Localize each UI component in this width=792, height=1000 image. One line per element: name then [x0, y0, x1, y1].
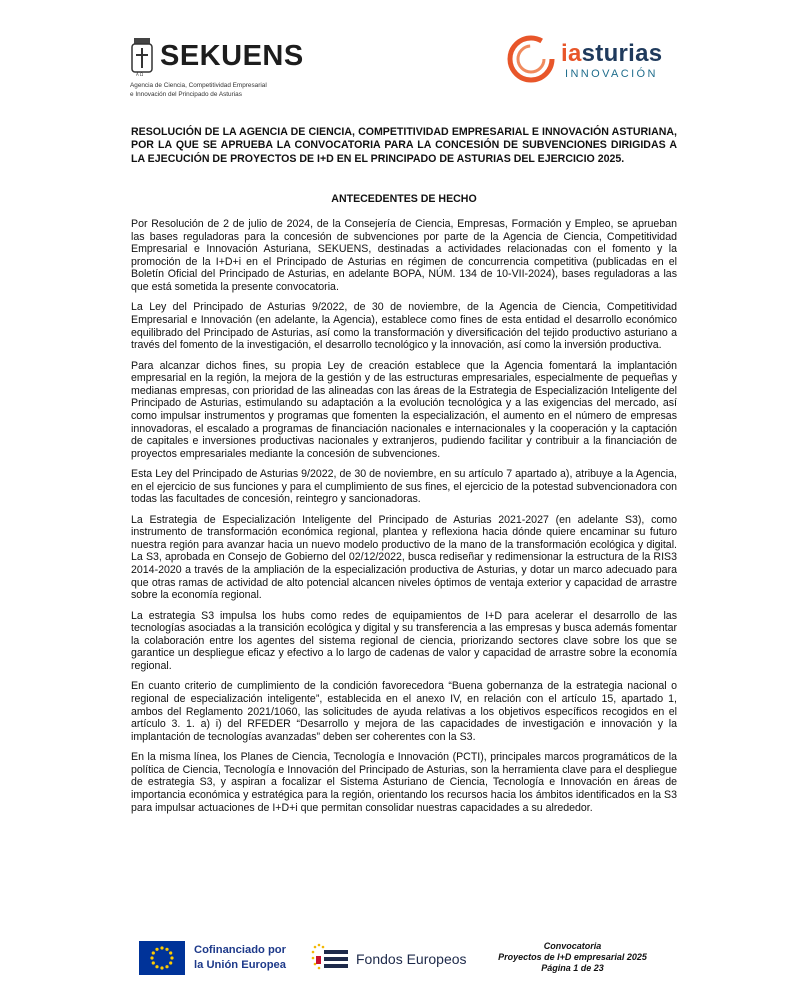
svg-text:A Ω: A Ω [136, 72, 144, 77]
paragraph: La Estrategia de Especialización Inteligente del Principado de Asturias 2021-2027 (en adelante S3), como instrumento de transformación económica regional, plantea y reflexiona hacia dónde quiere encaminar su futuro nuestra región para avanzar hacia un nuevo modelo productivo de la mano de la transformación ecológica y digital. La S3, aprobada en Consejo de Gobierno del 02/12/2022, busca rediseñar y redimensionar la estructura de la RIS3 2014-2020 a través de la ampliación de la especialización productiva de Asturias, y dotar un marco adecuado para que otras ramas de actividad de alto potencial alcancen niveles óptimos de ventaja exterior y capacidad de arrastre sobre la economía regional. [131, 513, 677, 602]
eu-cofinancing-logo [139, 941, 309, 977]
section-heading: ANTECEDENTES DE HECHO [331, 193, 477, 205]
paragraph: En cuanto criterio de cumplimiento de la condición favorecedora “Buena gobernanza de la estrategia nacional o regional de especialización inteligente”, establecida en el anexo IV, en relación con el artículo 15, apartado 1, ambos del Reglamento 2021/1060, las solicitudes de ayuda relativas a los objetivos específicos recogidos en el artículo 3. 1. a) i) del RFEDER “Desarrollo y mejora de las capacidades de investigación e innovación y la implantación de tecnologías avanzadas” deben ser coherentes con la S3. [131, 680, 677, 743]
eu-cofinancing-text: Cofinanciado por la Unión Europea [194, 944, 286, 971]
iasturias-ring-icon [506, 34, 556, 84]
sekuens-name: SEKUENS [160, 40, 304, 72]
sekuens-logo [130, 38, 330, 108]
iasturias-name: iasturias [561, 40, 663, 67]
asturias-crest-icon [130, 38, 154, 78]
sekuens-subtitle: Agencia de Ciencia, Competitividad Empresarial e Innovación del Principado de Asturias [130, 82, 267, 98]
paragraph: Esta Ley del Principado de Asturias 9/2022, de 30 de noviembre, en su artículo 7 apartado a), atribuye a la Agencia, en el ejercicio de sus funciones y para el cumplimiento de sus fines, el ejercicio de la potestad subvencionadora con todas las facultades de concesión, reintegro y sancionadoras. [131, 468, 677, 506]
eu-flag-icon [139, 941, 185, 975]
fondos-europeos-logo [310, 942, 470, 976]
document-body [131, 218, 677, 822]
paragraph: En la misma línea, los Planes de Ciencia, Tecnología e Innovación (PCTI), principales marcos programáticos de la política de Ciencia, Tecnología e Innovación del Principado de Asturias, son la herramienta clave para el despliegue de estrategia S3, y aspiran a focalizar el Sistema Asturiano de Ciencia, Tecnología e Innovación en áreas de importancia económica y estratégica para la región, orientando los recursos hacia los ámbitos identificados en la S3 para impulsar actuaciones de I+D+i que permitan consolidar nuestras capacidades a su alrededor. [131, 751, 677, 814]
paragraph: Para alcanzar dichos fines, su propia Ley de creación establece que la Agencia fomentará la implantación empresarial en la región, la mejora de la gestión y de las estructuras empresariales, especialmente de pequeñas y medianas empresas, con prioridad de las alineadas con las áreas de la Estrategia de Especialización Inteligente del Principado de Asturias, estimulando su adaptación a la evolución tecnológica y a las exigencias del mercado, así como impulsar instrumentos y programas que fomenten la especialización, el aumento en el número de empresas innovadoras, el escalado a programas de financiación nacionales e internacionales y la cooperación y la captación de capitales e inversiones productivas nacionales y extranjeros, pudiendo facilitar y contribuir a la financiación de proyectos empresariales mediante la concesión de subvenciones. [131, 359, 677, 460]
paragraph: Por Resolución de 2 de julio de 2024, de la Consejería de Ciencia, Empresas, Formación y Empleo, se aprueban las bases reguladoras para la concesión de subvenciones por parte de la Agencia de Ciencia, Competitividad Empresarial e Innovación Asturiana, SEKUENS, destinadas a actividades relacionadas con el fomento y la promoción de la I+D+i en el Principado de Asturias en régimen de concurrencia competitiva (publicadas en el Boletín Oficial del Principado de Asturias, en adelante BOPA, NÚM. 134 de 10-VII-2024), bases reguladoras a las que está sometida la presente convocatoria. [131, 218, 677, 293]
paragraph: La estrategia S3 impulsa los hubs como redes de equipamientos de I+D para acelerar el desarrollo de las tecnologías asociadas a la transición ecológica y digital y su transferencia a las empresas y busca además fomentar la colaboración entre los agentes del sistema regional de ciencia, priorizando sectores clave sobre los que se garantice un despliegue eficaz y efectivo a lo largo de cadenas de valor y capacidad de arrastre sobre la economía regional. [131, 609, 677, 672]
spain-flag-stripes-icon [310, 942, 350, 976]
document-title: RESOLUCIÓN DE LA AGENCIA DE CIENCIA, COMPETITIVIDAD EMPRESARIAL E INNOVACIÓN ASTURIANA, POR LA QUE SE APRUEBA LA CONVOCATORIA PARA LA CONCESIÓN DE SUBVENCIONES DIRIGIDAS A LA EJECUCIÓN DE PROYECTOS DE I+D EN EL PRINCIPADO DE ASTURIAS DEL EJERCICIO 2025. [131, 126, 677, 165]
fondos-europeos-text: Fondos Europeos [356, 951, 467, 967]
page-footer-info [480, 941, 665, 974]
paragraph: La Ley del Principado de Asturias 9/2022, de 30 de noviembre, de la Agencia de Ciencia, Competitividad Empresarial e Innovación (en adelante, la Agencia), establece como fines de esta entidad el desarrollo económico equilibrado del Principado de Asturias, así como la transformación y diversificación del tejido productivo asturiano a través del fomento de la investigación, el desarrollo tecnológico y la innovación, así como la inversión productiva. [131, 301, 677, 352]
page-number: Página 1 de 23 [541, 963, 604, 973]
footer-program-label: Proyectos de I+D empresarial 2025 [498, 952, 647, 962]
iasturias-subtitle: INNOVACIÓN [565, 68, 658, 80]
footer-call-label: Convocatoria [543, 941, 602, 951]
iasturias-logo [506, 34, 676, 94]
